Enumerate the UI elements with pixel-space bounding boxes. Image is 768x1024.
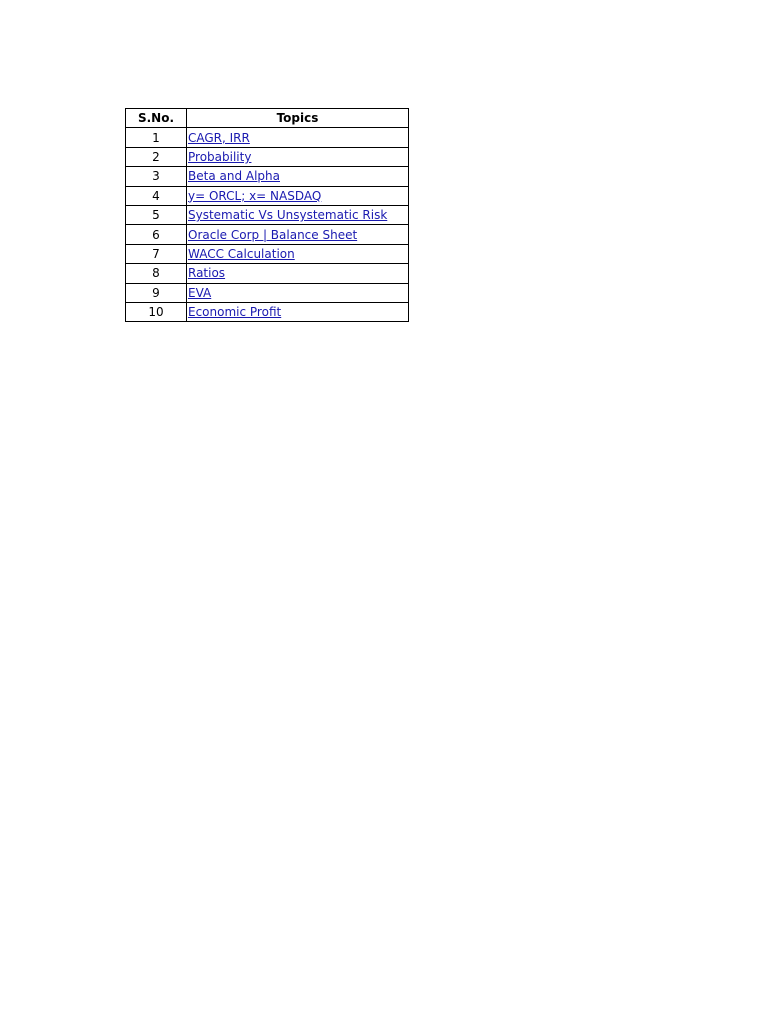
topic-cell xyxy=(187,128,409,147)
table-row xyxy=(126,167,409,186)
row-number: 8 xyxy=(126,264,187,283)
table-row xyxy=(126,147,409,166)
topic-cell xyxy=(187,264,409,283)
topic-cell xyxy=(187,167,409,186)
topic-cell xyxy=(187,147,409,166)
topic-cell xyxy=(187,244,409,263)
row-number: 6 xyxy=(126,225,187,244)
row-number: 3 xyxy=(126,167,187,186)
topic-link[interactable]: Systematic Vs Unsystematic Risk xyxy=(188,208,388,223)
table-row xyxy=(126,283,409,302)
table-row xyxy=(126,225,409,244)
topic-cell xyxy=(187,225,409,244)
topic-link[interactable]: Oracle Corp | Balance Sheet xyxy=(188,227,358,242)
table-row xyxy=(126,244,409,263)
topic-cell xyxy=(187,186,409,205)
topic-link[interactable]: WACC Calculation xyxy=(188,246,295,261)
table-row xyxy=(126,264,409,283)
table-row xyxy=(126,128,409,147)
topic-cell xyxy=(187,283,409,302)
header-topics: Topics xyxy=(187,109,409,128)
row-number: 2 xyxy=(126,147,187,166)
row-number: 1 xyxy=(126,128,187,147)
topic-link[interactable]: y= ORCL; x= NASDAQ xyxy=(188,188,322,203)
topic-link[interactable]: Probability xyxy=(188,149,252,164)
topic-link[interactable]: Ratios xyxy=(188,266,226,281)
header-sno: S.No. xyxy=(126,109,187,128)
topic-link[interactable]: EVA xyxy=(188,285,212,300)
row-number: 5 xyxy=(126,205,187,224)
row-number: 9 xyxy=(126,283,187,302)
row-number: 7 xyxy=(126,244,187,263)
table-header-row xyxy=(126,109,409,128)
topic-cell xyxy=(187,302,409,321)
topics-table xyxy=(125,108,409,322)
topic-cell xyxy=(187,205,409,224)
table-row xyxy=(126,205,409,224)
row-number: 4 xyxy=(126,186,187,205)
table-row xyxy=(126,302,409,321)
topic-link[interactable]: Beta and Alpha xyxy=(188,169,280,184)
topic-link[interactable]: CAGR, IRR xyxy=(188,130,250,145)
row-number: 10 xyxy=(126,302,187,321)
topic-link[interactable]: Economic Profit xyxy=(188,305,282,320)
table-row xyxy=(126,186,409,205)
